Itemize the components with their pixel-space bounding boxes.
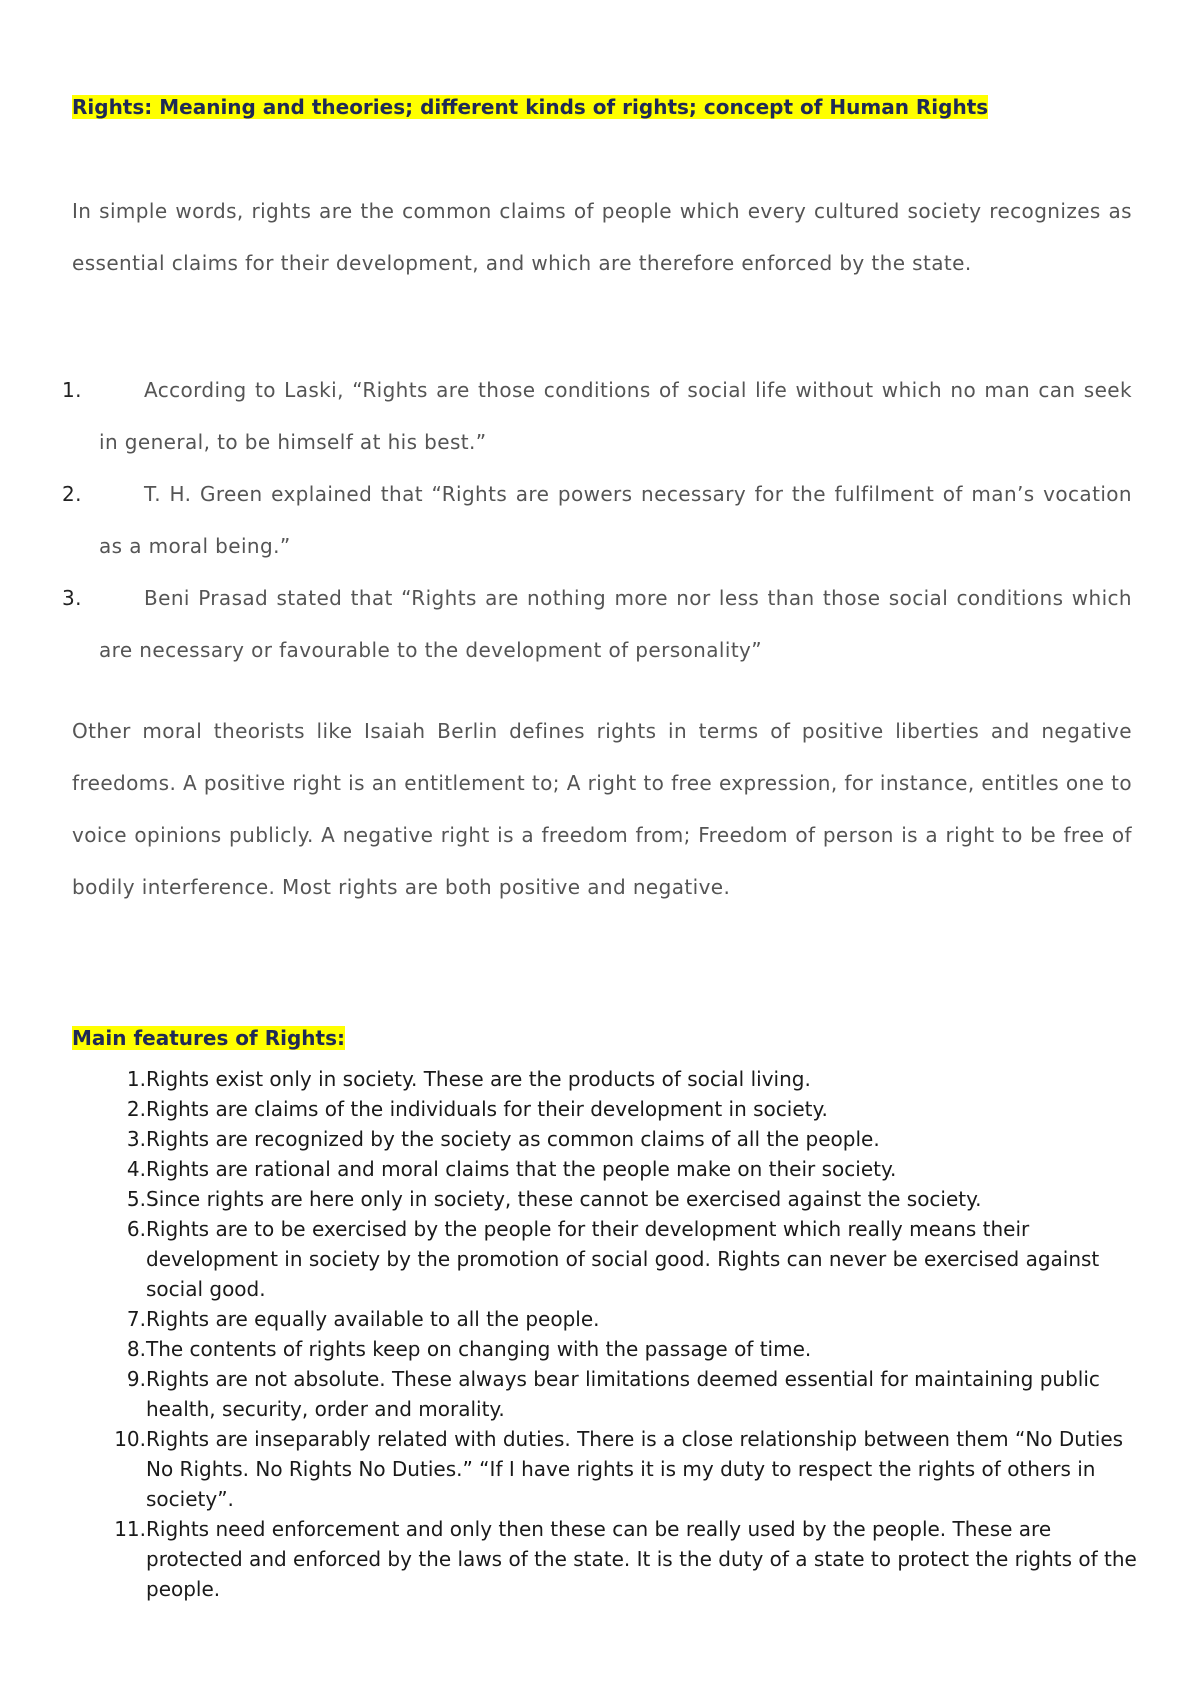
list-item-text: Rights are equally available to all the people.	[146, 1307, 600, 1331]
intro-paragraph: In simple words, rights are the common claims of people which every cultured society recognizes as essential claims for their development, and which are therefore enforced by the state.	[72, 199, 1132, 275]
list-item-text: Rights exist only in society. These are the products of social living.	[146, 1067, 811, 1091]
list-number: 7.	[126, 1307, 146, 1331]
list-item-text: The contents of rights keep on changing with the passage of time.	[146, 1337, 812, 1361]
list-item	[100, 1154, 1140, 1184]
list-item-text: Rights are rational and moral claims that the people make on their society.	[146, 1157, 897, 1181]
list-item	[100, 1184, 1140, 1214]
document-title	[72, 94, 988, 120]
list-item	[100, 1334, 1140, 1364]
list-number: 8.	[126, 1337, 146, 1361]
list-number: 1.	[126, 1067, 146, 1091]
list-number: 2.	[62, 482, 82, 506]
list-number: 11.	[114, 1517, 146, 1541]
list-number: 6.	[126, 1217, 146, 1241]
list-number: 4.	[126, 1157, 146, 1181]
list-item-text: Rights are recognized by the society as common claims of all the people.	[146, 1127, 880, 1151]
list-item	[62, 468, 1132, 572]
list-item	[100, 1514, 1140, 1604]
list-item-text: Rights are not absolute. These always bear limitations deemed essential for maintaining public health, security, order and morality.	[146, 1367, 1100, 1421]
list-item-text: Since rights are here only in society, these cannot be exercised against the society.	[146, 1187, 982, 1211]
features-list	[100, 1064, 1140, 1604]
list-item-text: Rights are to be exercised by the people for their development which really means their development in society by the promotion of social good. Rights can never be exercised against social good.	[146, 1217, 1100, 1301]
list-number: 10.	[114, 1427, 146, 1451]
list-item-text: Rights are claims of the individuals for their development in society.	[146, 1097, 828, 1121]
list-item	[100, 1424, 1140, 1514]
list-item-text: Rights need enforcement and only then these can be really used by the people. These are protected and enforced by the laws of the state. It is the duty of a state to protect the rights of the people.	[146, 1517, 1137, 1601]
list-number: 5.	[126, 1187, 146, 1211]
features-heading-highlight: Main features of Rights:	[72, 1026, 345, 1050]
list-number: 1.	[62, 378, 82, 402]
definitions-list	[62, 364, 1132, 676]
list-number: 2.	[126, 1097, 146, 1121]
list-item	[100, 1064, 1140, 1094]
list-number: 9.	[126, 1367, 146, 1391]
list-item	[62, 572, 1132, 676]
list-item	[100, 1304, 1140, 1334]
list-item	[100, 1094, 1140, 1124]
list-number: 3.	[62, 586, 82, 610]
list-item-text: According to Laski, “Rights are those conditions of social life without which no man can seek in general, to be himself at his best.”	[99, 378, 1132, 454]
moral-theorists-paragraph: Other moral theorists like Isaiah Berlin defines rights in terms of positive liberties and negative freedoms. A positive right is an entitlement to; A right to free expression, for instance, entitles one to voice opinions publicly. A negative right is a freedom from; Freedom of person is a right to be free of bodily interference. Most rights are both positive and negative.	[72, 719, 1132, 899]
list-item	[100, 1214, 1140, 1304]
list-item-text: Rights are inseparably related with duties. There is a close relationship between them “No Duties No Rights. No Rights No Duties.” “If I have rights it is my duty to respect the rights of others in society”.	[146, 1427, 1124, 1511]
features-heading	[72, 1025, 345, 1051]
list-item	[62, 364, 1132, 468]
title-highlight: Rights: Meaning and theories; different kinds of rights; concept of Human Rights	[72, 95, 989, 119]
list-number: 3.	[126, 1127, 146, 1151]
list-item	[100, 1364, 1140, 1424]
list-item-text: T. H. Green explained that “Rights are powers necessary for the fulfilment of man’s vocation as a moral being.”	[99, 482, 1132, 558]
list-item-text: Beni Prasad stated that “Rights are nothing more nor less than those social conditions which are necessary or favourable to the development of personality”	[99, 586, 1132, 662]
list-item	[100, 1124, 1140, 1154]
